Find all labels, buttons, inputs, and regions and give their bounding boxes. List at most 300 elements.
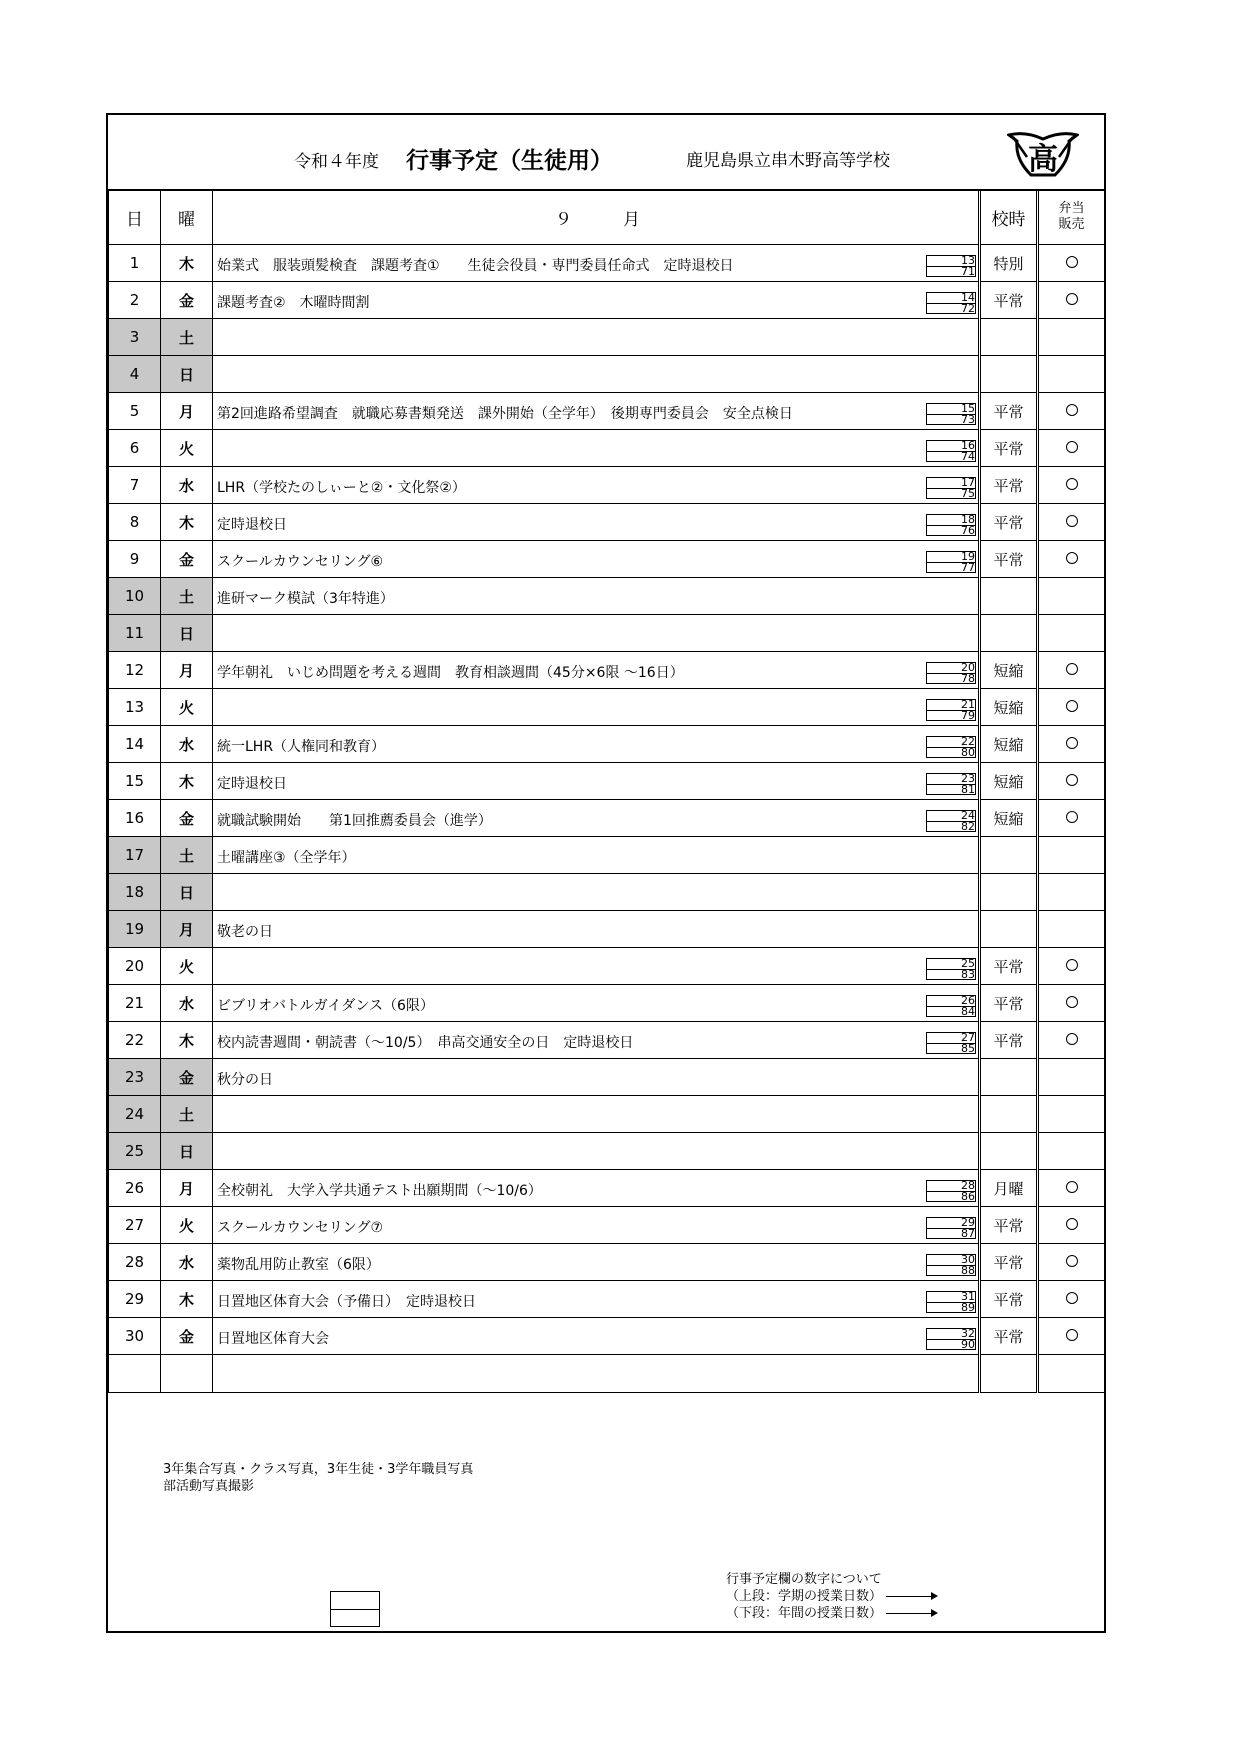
event-cell [213, 874, 980, 911]
school-time-cell: 短縮 [980, 763, 1038, 800]
table-row [109, 282, 1105, 319]
bento-header-line2: 販売 [1058, 217, 1085, 232]
event-cell [213, 948, 980, 985]
circle-mark-icon [1066, 1181, 1078, 1193]
event-text: 全校朝礼 大学入学共通テスト出願期間（～10/6） [217, 1183, 542, 1199]
school-time-cell [980, 874, 1038, 911]
event-text: 土曜講座③（全学年） [217, 850, 356, 866]
event-cell [213, 689, 980, 726]
school-time-cell: 平常 [980, 948, 1038, 985]
bento-cell [1038, 1022, 1105, 1059]
year-day-count: 71 [961, 265, 975, 278]
class-day-counter [926, 1217, 976, 1239]
year-day-count: 73 [961, 413, 975, 426]
event-text: 進研マーク模試（3年特進） [217, 591, 394, 607]
event-cell [213, 911, 980, 948]
event-text: 定時退校日 [217, 517, 287, 533]
bento-cell [1038, 319, 1105, 356]
class-day-counter [926, 773, 976, 795]
event-text: 定時退校日 [217, 776, 287, 792]
day-cell: 23 [109, 1059, 161, 1096]
event-text: 統一LHR（人権同和教育） [217, 739, 386, 755]
schedule-table [108, 189, 1105, 1393]
school-time-cell [980, 615, 1038, 652]
class-day-counter [926, 514, 976, 536]
weekday-cell: 金 [161, 1059, 213, 1096]
col-schooltime-header: 校時 [980, 190, 1038, 245]
circle-mark-icon [1066, 552, 1078, 564]
term-day-count: 27 [961, 1031, 975, 1044]
event-text: 校内読書週間・朝読書（～10/5） 串高交通安全の日 定時退校日 [217, 1035, 634, 1051]
bento-cell [1038, 800, 1105, 837]
event-cell [213, 1318, 980, 1355]
table-row [109, 1096, 1105, 1133]
class-day-counter [926, 403, 976, 425]
year-day-count: 87 [961, 1227, 975, 1240]
school-time-cell: 平常 [980, 1207, 1038, 1244]
table-row [109, 800, 1105, 837]
table-row [109, 1022, 1105, 1059]
year-day-count: 89 [961, 1301, 975, 1314]
school-time-cell: 短縮 [980, 689, 1038, 726]
header [108, 115, 1104, 191]
day-cell: 9 [109, 541, 161, 578]
class-day-counter [926, 440, 976, 462]
weekday-cell: 月 [161, 393, 213, 430]
class-day-counter [926, 958, 976, 980]
school-time-cell: 短縮 [980, 800, 1038, 837]
bento-cell [1038, 874, 1105, 911]
term-day-count: 21 [961, 698, 975, 711]
day-cell: 11 [109, 615, 161, 652]
class-day-counter [926, 1032, 976, 1054]
table-row [109, 1244, 1105, 1281]
class-day-counter [926, 551, 976, 573]
school-time-cell [980, 578, 1038, 615]
year-day-count: 79 [961, 709, 975, 722]
table-row [109, 1133, 1105, 1170]
bento-cell [1038, 837, 1105, 874]
table-row [109, 911, 1105, 948]
bento-header-line1: 弁当 [1058, 201, 1085, 216]
class-day-counter [926, 995, 976, 1017]
bento-cell [1038, 1355, 1105, 1393]
school-time-cell: 平常 [980, 541, 1038, 578]
table-row [109, 874, 1105, 911]
weekday-cell: 水 [161, 467, 213, 504]
bento-cell [1038, 689, 1105, 726]
weekday-cell: 月 [161, 1170, 213, 1207]
class-day-counter [926, 699, 976, 721]
weekday-cell: 木 [161, 1281, 213, 1318]
weekday-cell: 水 [161, 1244, 213, 1281]
day-cell: 29 [109, 1281, 161, 1318]
bento-cell [1038, 1318, 1105, 1355]
table-row [109, 1318, 1105, 1355]
weekday-cell: 水 [161, 985, 213, 1022]
col-day-header: 日 [109, 190, 161, 245]
event-cell [213, 1059, 980, 1096]
table-row [109, 504, 1105, 541]
circle-mark-icon [1066, 1292, 1078, 1304]
event-cell [213, 837, 980, 874]
event-cell [213, 763, 980, 800]
event-cell [213, 615, 980, 652]
term-day-count: 15 [961, 402, 975, 415]
circle-mark-icon [1066, 1329, 1078, 1341]
event-cell [213, 245, 980, 282]
legend-lower: （下段：年間の授業日数） [726, 1606, 883, 1621]
event-cell [213, 652, 980, 689]
table-row [109, 726, 1105, 763]
table-row [109, 1059, 1105, 1096]
table-row [109, 319, 1105, 356]
day-cell: 28 [109, 1244, 161, 1281]
school-time-cell: 短縮 [980, 726, 1038, 763]
day-cell: 21 [109, 985, 161, 1022]
day-cell: 27 [109, 1207, 161, 1244]
school-time-cell: 平常 [980, 985, 1038, 1022]
class-day-counter [926, 810, 976, 832]
term-day-count: 22 [961, 735, 975, 748]
footer-note-line2: 部活動写真撮影 [163, 1479, 255, 1494]
day-cell: 2 [109, 282, 161, 319]
bento-cell [1038, 1244, 1105, 1281]
table-row [109, 578, 1105, 615]
term-day-count: 19 [961, 550, 975, 563]
event-cell [213, 578, 980, 615]
event-cell [213, 1355, 980, 1393]
school-time-cell: 短縮 [980, 652, 1038, 689]
bento-cell [1038, 578, 1105, 615]
day-cell: 20 [109, 948, 161, 985]
event-cell [213, 356, 980, 393]
col-month-header: ９ 月 [213, 190, 980, 245]
school-time-cell: 平常 [980, 467, 1038, 504]
bento-cell [1038, 393, 1105, 430]
class-day-counter [926, 662, 976, 684]
school-time-cell [980, 911, 1038, 948]
day-cell: 13 [109, 689, 161, 726]
term-day-count: 32 [961, 1327, 975, 1340]
year-day-count: 84 [961, 1005, 975, 1018]
legend-upper: （上段：学期の授業日数） [726, 1589, 883, 1604]
bento-cell [1038, 356, 1105, 393]
bento-cell [1038, 282, 1105, 319]
weekday-cell: 日 [161, 874, 213, 911]
schedule-sheet [106, 113, 1106, 1633]
weekday-cell [161, 1355, 213, 1393]
event-cell [213, 1207, 980, 1244]
year-day-count: 72 [961, 302, 975, 315]
school-time-cell [980, 1355, 1038, 1393]
event-cell [213, 282, 980, 319]
school-crest-icon [1007, 129, 1079, 179]
event-text: 始業式 服装頭髪検査 課題考査① 生徒会役員・専門委員任命式 定時退校日 [217, 258, 734, 274]
event-cell [213, 1170, 980, 1207]
year-day-count: 88 [961, 1264, 975, 1277]
term-day-count: 30 [961, 1253, 975, 1266]
fiscal-year: 令和４年度 [294, 152, 379, 172]
year-day-count: 82 [961, 820, 975, 833]
arrow-right-icon [886, 1596, 936, 1597]
school-time-cell: 平常 [980, 393, 1038, 430]
footer-note [163, 1461, 473, 1495]
school-name: 鹿児島県立串木野高等学校 [686, 151, 890, 171]
circle-mark-icon [1066, 441, 1078, 453]
term-day-count: 26 [961, 994, 975, 1007]
year-day-count: 78 [961, 672, 975, 685]
weekday-cell: 日 [161, 615, 213, 652]
page-title: 行事予定（生徒用） [406, 148, 613, 174]
event-cell [213, 800, 980, 837]
school-time-cell [980, 356, 1038, 393]
year-day-count: 90 [961, 1338, 975, 1351]
school-time-cell [980, 1096, 1038, 1133]
class-day-counter [926, 1328, 976, 1350]
term-day-count: 13 [961, 254, 975, 267]
crest-lettering: 高 [1028, 142, 1058, 177]
table-row [109, 430, 1105, 467]
day-cell: 10 [109, 578, 161, 615]
event-text: 薬物乱用防止教室（6限） [217, 1257, 380, 1273]
day-cell: 6 [109, 430, 161, 467]
event-cell [213, 504, 980, 541]
circle-mark-icon [1066, 256, 1078, 268]
weekday-cell: 火 [161, 430, 213, 467]
bento-cell [1038, 467, 1105, 504]
table-row [109, 245, 1105, 282]
table-row [109, 985, 1105, 1022]
circle-mark-icon [1066, 737, 1078, 749]
weekday-cell: 火 [161, 689, 213, 726]
term-day-count: 23 [961, 772, 975, 785]
table-row [109, 1170, 1105, 1207]
day-cell: 26 [109, 1170, 161, 1207]
day-cell: 25 [109, 1133, 161, 1170]
class-day-counter [926, 1180, 976, 1202]
col-weekday-header: 曜 [161, 190, 213, 245]
circle-mark-icon [1066, 811, 1078, 823]
day-cell: 16 [109, 800, 161, 837]
weekday-cell: 土 [161, 837, 213, 874]
table-row [109, 356, 1105, 393]
event-text: ビブリオバトルガイダンス（6限） [217, 998, 434, 1014]
day-cell: 24 [109, 1096, 161, 1133]
day-cell: 1 [109, 245, 161, 282]
event-text: スクールカウンセリング⑦ [217, 1220, 383, 1236]
school-time-cell [980, 1059, 1038, 1096]
circle-mark-icon [1066, 478, 1078, 490]
school-time-cell: 月曜 [980, 1170, 1038, 1207]
bento-cell [1038, 726, 1105, 763]
table-row [109, 763, 1105, 800]
term-day-count: 25 [961, 957, 975, 970]
event-text: 敬老の日 [217, 924, 273, 940]
term-day-count: 31 [961, 1290, 975, 1303]
weekday-cell: 水 [161, 726, 213, 763]
weekday-cell: 金 [161, 541, 213, 578]
weekday-cell: 月 [161, 652, 213, 689]
circle-mark-icon [1066, 959, 1078, 971]
term-day-count: 20 [961, 661, 975, 674]
weekday-cell: 土 [161, 1096, 213, 1133]
event-text: LHR（学校たのしぃーと②・文化祭②） [217, 480, 466, 496]
circle-mark-icon [1066, 700, 1078, 712]
weekday-cell: 土 [161, 578, 213, 615]
event-text: 学年朝礼 いじめ問題を考える週間 教育相談週間（45分×6限 ～16日） [217, 665, 684, 681]
year-day-count: 74 [961, 450, 975, 463]
event-cell [213, 467, 980, 504]
table-row [109, 652, 1105, 689]
table-row [109, 1207, 1105, 1244]
day-cell: 17 [109, 837, 161, 874]
term-day-count: 29 [961, 1216, 975, 1229]
bento-cell [1038, 911, 1105, 948]
table-header-row [109, 190, 1105, 245]
class-day-counter [926, 1291, 976, 1313]
circle-mark-icon [1066, 293, 1078, 305]
event-cell [213, 1133, 980, 1170]
event-cell [213, 1022, 980, 1059]
weekday-cell: 土 [161, 319, 213, 356]
bento-cell [1038, 1059, 1105, 1096]
event-text: 第2回進路希望調査 就職応募書類発送 課外開始（全学年） 後期専門委員会 安全点検日 [217, 406, 793, 422]
bento-cell [1038, 1096, 1105, 1133]
year-day-count: 77 [961, 561, 975, 574]
day-cell: 7 [109, 467, 161, 504]
event-text: 日置地区体育大会 [217, 1331, 329, 1347]
bento-cell [1038, 948, 1105, 985]
day-cell: 3 [109, 319, 161, 356]
event-cell [213, 1281, 980, 1318]
weekday-cell: 月 [161, 911, 213, 948]
year-day-count: 75 [961, 487, 975, 500]
table-row [109, 541, 1105, 578]
event-cell [213, 726, 980, 763]
weekday-cell: 金 [161, 800, 213, 837]
weekday-cell: 木 [161, 1022, 213, 1059]
event-text: 課題考査② 木曜時間割 [217, 295, 370, 311]
day-cell: 8 [109, 504, 161, 541]
circle-mark-icon [1066, 1255, 1078, 1267]
event-cell [213, 1096, 980, 1133]
legend-count-box [330, 1591, 380, 1627]
day-cell: 18 [109, 874, 161, 911]
weekday-cell: 金 [161, 1318, 213, 1355]
class-day-counter [926, 255, 976, 277]
school-time-cell: 平常 [980, 1022, 1038, 1059]
year-day-count: 81 [961, 783, 975, 796]
arrow-right-icon [886, 1613, 936, 1614]
weekday-cell: 木 [161, 763, 213, 800]
legend-upper-row [726, 1588, 882, 1605]
bento-cell [1038, 1281, 1105, 1318]
event-text: 日置地区体育大会（予備日） 定時退校日 [217, 1294, 476, 1310]
circle-mark-icon [1066, 663, 1078, 675]
weekday-cell: 金 [161, 282, 213, 319]
class-day-counter [926, 1254, 976, 1276]
school-time-cell: 平常 [980, 504, 1038, 541]
year-day-count: 80 [961, 746, 975, 759]
event-text: 秋分の日 [217, 1072, 273, 1088]
weekday-cell: 火 [161, 948, 213, 985]
event-cell [213, 319, 980, 356]
table-row [109, 615, 1105, 652]
day-cell [109, 1355, 161, 1393]
table-row [109, 393, 1105, 430]
event-cell [213, 541, 980, 578]
circle-mark-icon [1066, 774, 1078, 786]
bento-cell [1038, 245, 1105, 282]
day-cell: 12 [109, 652, 161, 689]
day-cell: 15 [109, 763, 161, 800]
event-text: スクールカウンセリング⑥ [217, 554, 383, 570]
weekday-cell: 木 [161, 245, 213, 282]
day-cell: 30 [109, 1318, 161, 1355]
footer-note-line1: 3年集合写真・クラス写真，3年生徒・3学年職員写真 [163, 1462, 474, 1477]
day-cell: 4 [109, 356, 161, 393]
table-row [109, 1281, 1105, 1318]
circle-mark-icon [1066, 1033, 1078, 1045]
day-cell: 19 [109, 911, 161, 948]
school-time-cell [980, 1133, 1038, 1170]
table-row-blank [109, 1355, 1105, 1393]
term-day-count: 28 [961, 1179, 975, 1192]
class-day-counter [926, 477, 976, 499]
year-day-count: 83 [961, 968, 975, 981]
circle-mark-icon [1066, 1218, 1078, 1230]
bento-cell [1038, 541, 1105, 578]
term-day-count: 18 [961, 513, 975, 526]
bento-cell [1038, 763, 1105, 800]
school-time-cell: 平常 [980, 1281, 1038, 1318]
count-legend [726, 1571, 882, 1622]
event-cell [213, 1244, 980, 1281]
circle-mark-icon [1066, 996, 1078, 1008]
weekday-cell: 火 [161, 1207, 213, 1244]
bento-cell [1038, 1207, 1105, 1244]
term-day-count: 16 [961, 439, 975, 452]
bento-cell [1038, 615, 1105, 652]
school-time-cell: 平常 [980, 1244, 1038, 1281]
class-day-counter [926, 736, 976, 758]
bento-cell [1038, 652, 1105, 689]
table-row [109, 467, 1105, 504]
term-day-count: 17 [961, 476, 975, 489]
bento-cell [1038, 1133, 1105, 1170]
weekday-cell: 日 [161, 356, 213, 393]
class-day-counter [926, 292, 976, 314]
school-time-cell: 特別 [980, 245, 1038, 282]
day-cell: 5 [109, 393, 161, 430]
bento-cell [1038, 985, 1105, 1022]
legend-title: 行事予定欄の数字について [726, 1572, 882, 1587]
school-time-cell [980, 319, 1038, 356]
table-row [109, 689, 1105, 726]
event-cell [213, 393, 980, 430]
bento-cell [1038, 430, 1105, 467]
circle-mark-icon [1066, 404, 1078, 416]
year-day-count: 76 [961, 524, 975, 537]
event-cell [213, 985, 980, 1022]
term-day-count: 14 [961, 291, 975, 304]
circle-mark-icon [1066, 515, 1078, 527]
weekday-cell: 木 [161, 504, 213, 541]
day-cell: 22 [109, 1022, 161, 1059]
bento-cell [1038, 504, 1105, 541]
term-day-count: 24 [961, 809, 975, 822]
